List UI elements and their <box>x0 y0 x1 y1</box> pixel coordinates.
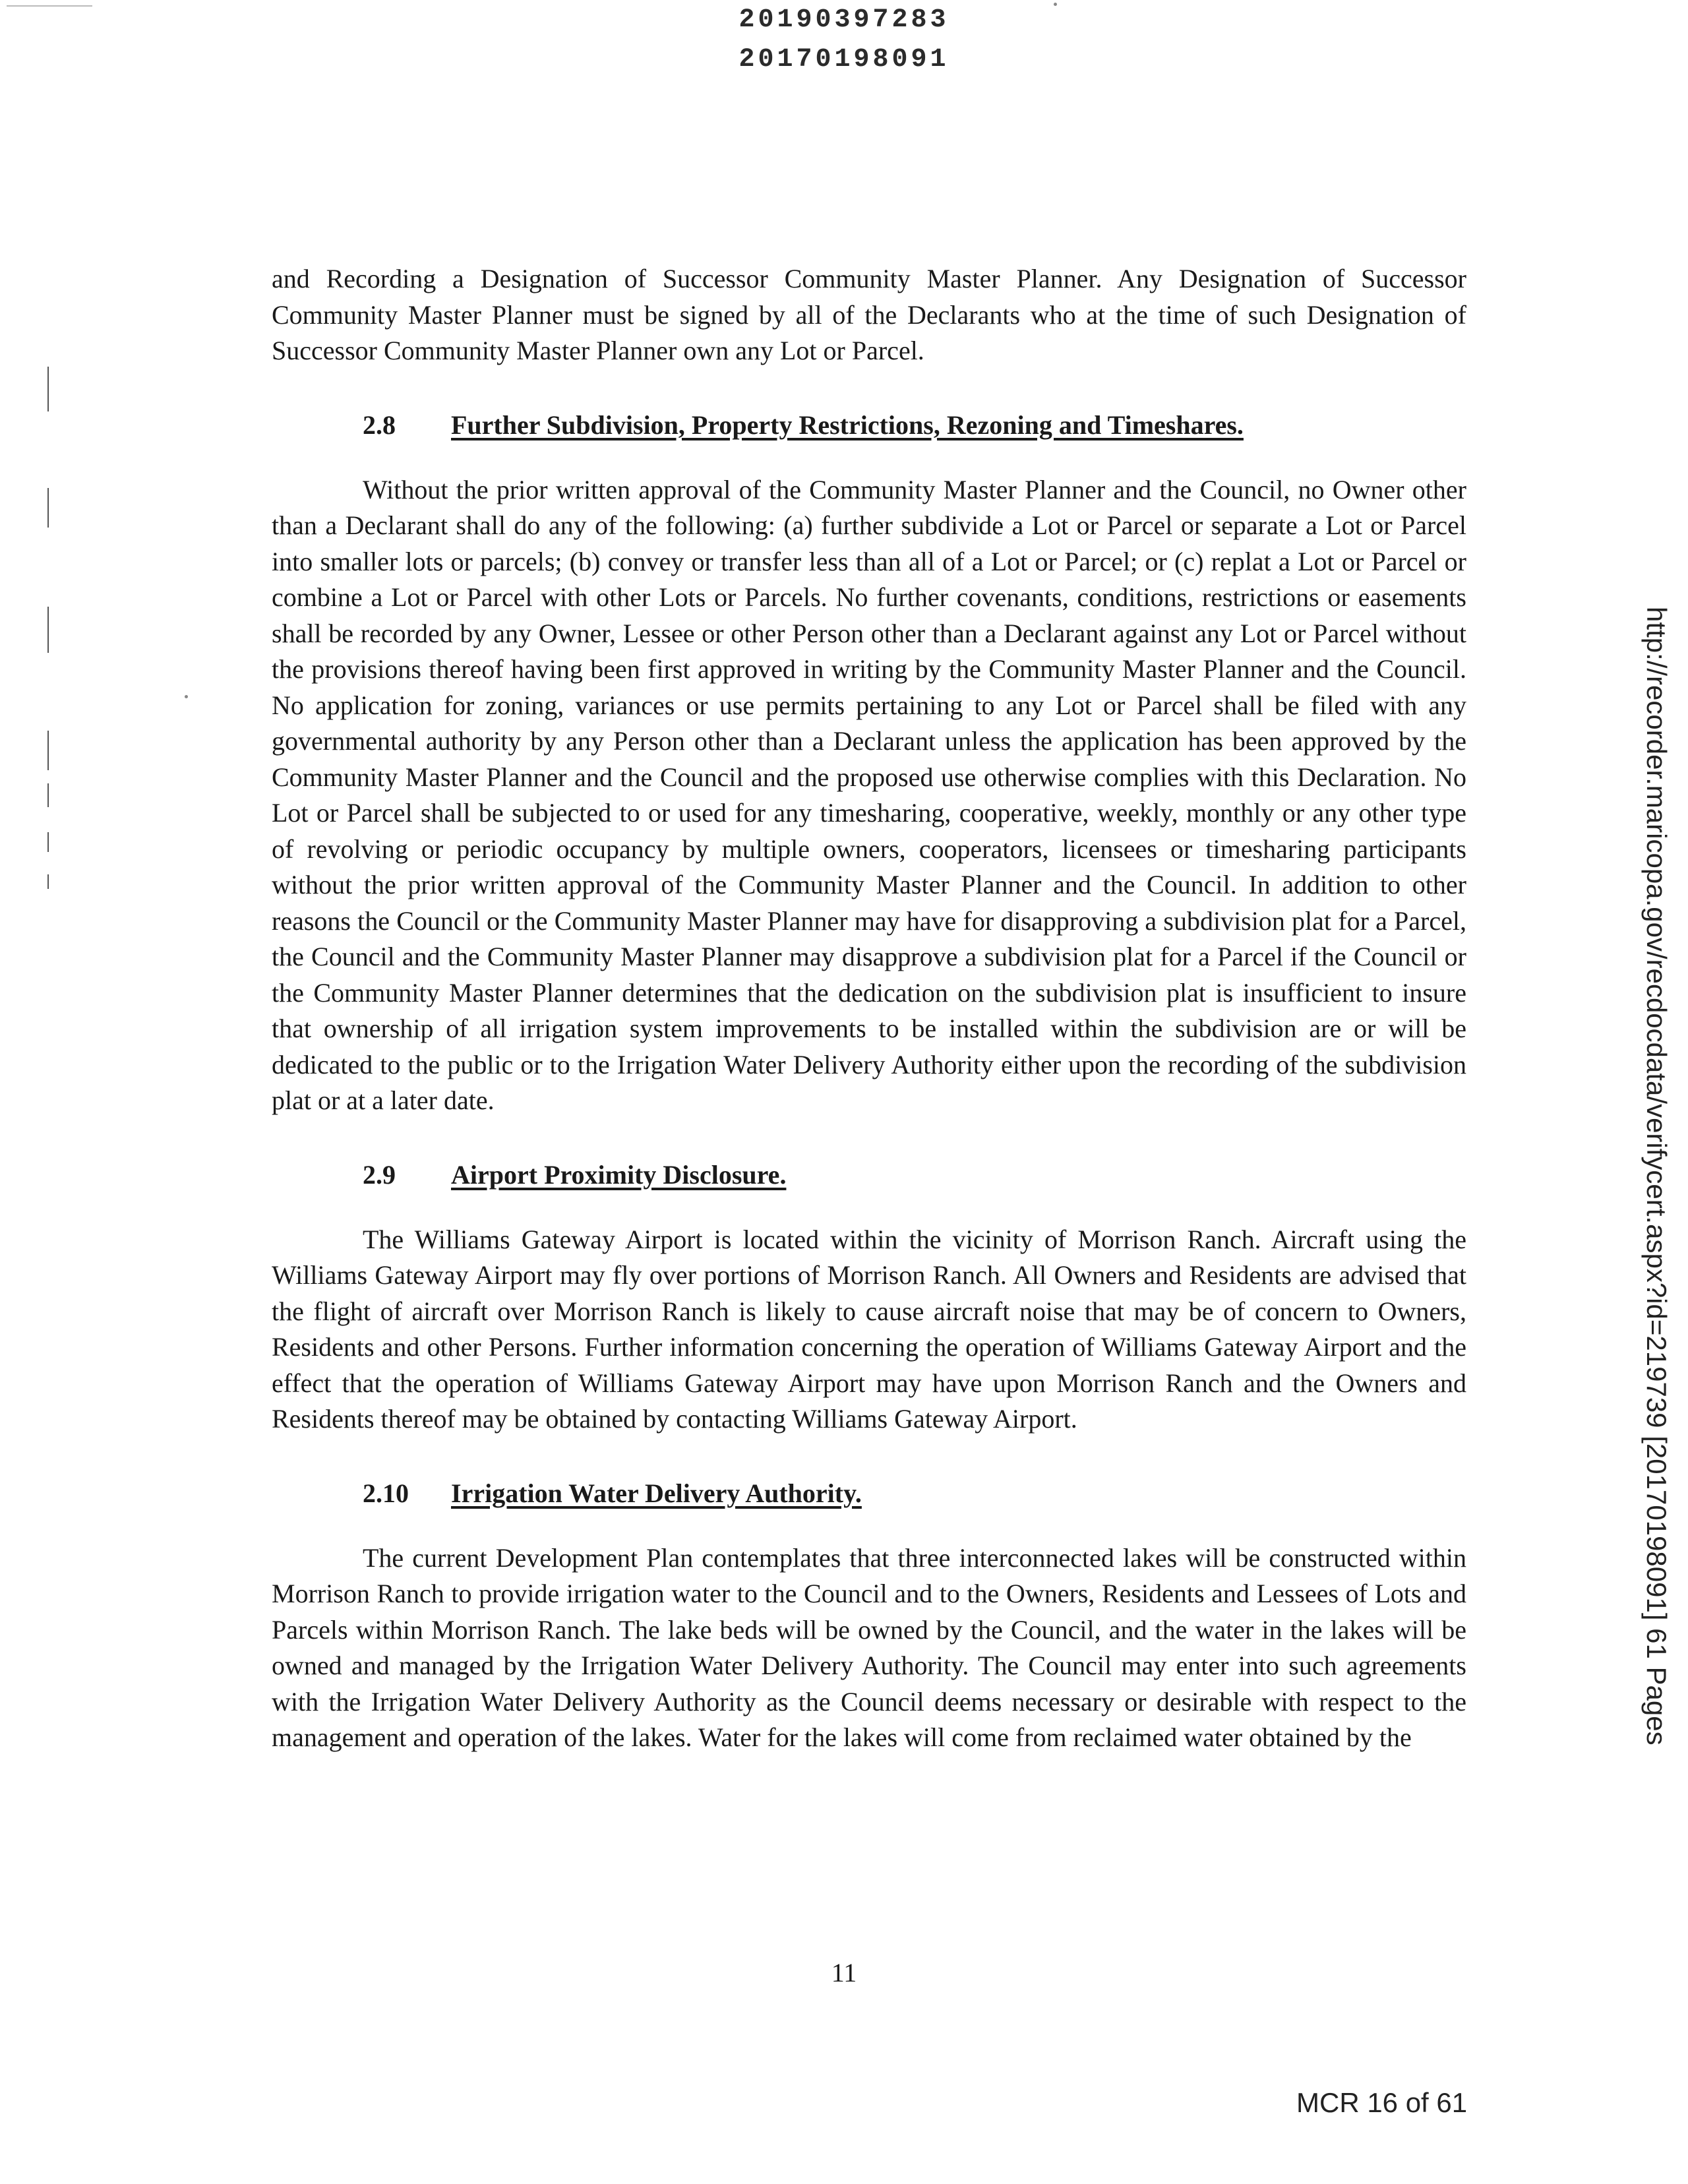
section-body-2-8: Without the prior written approval of the Community Master Planner and the Council, no Owner other than a Declarant shall do any of the following: (a) further subdivide a Lot or Parcel or separate a Lot or Parcel into smaller lots or parcels; (b) convey or transfer less than all of a Lot or Parcel; or (c) replat a Lot or Parcel or combine a Lot or Parcel with other Lots or Parcels. No further covenants, conditions, restrictions or easements shall be recorded by any Owner, Lessee or other Person other than a Declarant against any Lot or Parcel without the provisions thereof having been first approved in writing by the Community Master Planner and the Council. No application for zoning, variances or use permits pertaining to any Lot or Parcel shall be filed with any governmental authority by any Person other than a Declarant unless the application has been approved by the Community Master Planner and the Council and the proposed use otherwise complies with this Declaration. No Lot or Parcel shall be subjected to or used for any timesharing, cooperative, weekly, monthly or any other type of revolving or periodic occupancy by multiple owners, cooperators, licensees or timesharing participants without the prior written approval of the Community Master Planner and the Council. In addition to other reasons the Council or the Community Master Planner may have for disapproving a subdivision plat for a Parcel, the Council and the Community Master Planner may disapprove a subdivision plat for a Parcel if the Council or the Community Master Planner determines that the dedication on the subdivision plat is insufficient to insure that ownership of all irrigation system improvements to be installed within the subdivision are or will be dedicated to the public or to the Irrigation Water Delivery Authority either upon the recording of the subdivision plat or at a later date. <box>272 474 1466 1115</box>
recording-number-secondary: 20170198091 <box>738 45 950 75</box>
section-title: Airport Proximity Disclosure. <box>451 1159 787 1190</box>
section-heading-2-8 <box>272 408 1466 443</box>
page-number: 11 <box>831 1958 857 1987</box>
scan-margin-mark <box>47 783 49 807</box>
section-number: 2.9 <box>363 1159 396 1190</box>
section-body-2-10: The current Development Plan contemplates that three interconnected lakes will be constructed within Morrison Ranch to provide irrigation water to the Council and to the Owners, Residents and Lessees of Lots and Parcels within Morrison Ranch. The lake beds will be owned by the Council, and the water in the lakes will be owned and managed by the Irrigation Water Delivery Authority. The Council may enter into such agreements with the Irrigation Water Delivery Authority as the Council deems necessary or desirable with respect to the management and operation of the lakes. Water for the lakes will come from reclaimed water obtained by the <box>272 1542 1466 1752</box>
scan-margin-mark <box>47 731 49 770</box>
scan-margin-mark <box>47 832 49 852</box>
scan-margin-mark <box>47 607 49 653</box>
section-number: 2.8 <box>363 410 396 440</box>
section-title: Further Subdivision, Property Restrictions, Rezoning and Timeshares. <box>451 410 1244 440</box>
scan-margin-mark <box>47 367 49 411</box>
section-heading-2-9 <box>272 1157 1466 1193</box>
scan-margin-mark <box>47 874 49 889</box>
opening-paragraph: and Recording a Designation of Successor Community Master Planner. Any Designation of Successor Community Master Planner must be signed by all of the Declarants who at the time of such Designation of Successor Community Master Planner own any Lot or Parcel. <box>272 264 1466 365</box>
section-body-2-9: The Williams Gateway Airport is located within the vicinity of Morrison Ranch. Aircraft using the Williams Gateway Airport may fly over portions of Morrison Ranch. All Owners and Residents are advised that the flight of aircraft over Morrison Ranch is likely to cause aircraft noise that may be of concern to Owners, Residents and other Persons. Further information concerning the operation of Williams Gateway Airport and the effect that the operation of Williams Gateway Airport may have upon Morrison Ranch and the Owners and Residents thereof may be obtained by contacting Williams Gateway Airport. <box>272 1224 1466 1434</box>
scan-artifact-dot <box>185 695 188 698</box>
section-heading-2-10 <box>272 1476 1466 1511</box>
recording-number-primary: 20190397283 <box>738 5 950 35</box>
section-number: 2.10 <box>363 1478 409 1508</box>
verification-url-stamp: http://recorder.maricopa.gov/recdocdata/verifycert.aspx?id=219739 [20170198091] 61 Pages <box>1641 607 1672 1745</box>
scan-margin-mark <box>47 488 49 528</box>
mcr-page-label: MCR 16 of 61 <box>1296 2087 1468 2118</box>
section-title: Irrigation Water Delivery Authority. <box>451 1478 862 1508</box>
document-body <box>272 261 1466 1756</box>
